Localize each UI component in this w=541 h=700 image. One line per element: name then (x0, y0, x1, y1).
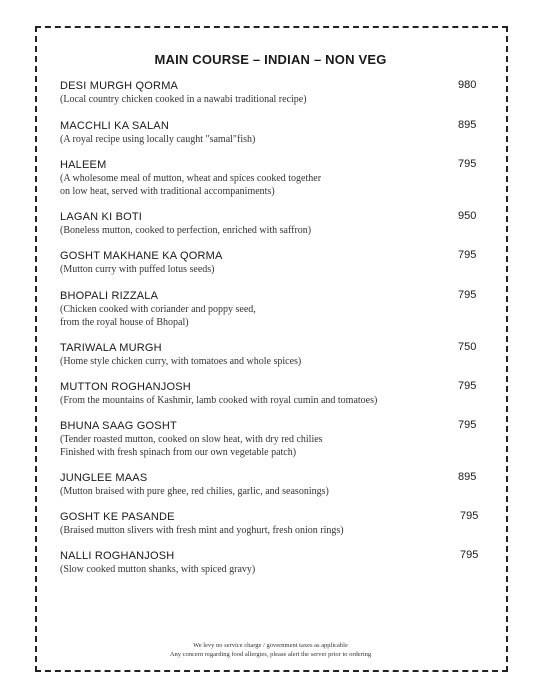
menu-item (60, 158, 480, 198)
menu-item (60, 210, 480, 237)
menu-item-name: MACCHLI KA SALAN (60, 120, 169, 132)
menu-item (60, 510, 480, 537)
menu-title: MAIN COURSE – INDIAN – NON VEG (154, 52, 387, 67)
menu-item-description: (A wholesome meal of mutton, wheat and spices cooked together on low heat, served with traditional accompaniments) (60, 173, 322, 197)
menu-item-name: BHUNA SAAG GOSHT (60, 420, 177, 432)
menu-item-name: TARIWALA MURGH (60, 342, 162, 354)
menu-item-description: (A royal recipe using locally caught "samal"fish) (60, 134, 256, 145)
menu-item-description: (Tender roasted mutton, cooked on slow heat, with dry red chilies Finished with fresh spinach from our own vegetable patch) (60, 434, 323, 458)
menu-item (60, 79, 480, 106)
menu-item-description: (Local country chicken cooked in a nawabi traditional recipe) (60, 94, 307, 105)
menu-item-price: 980 (458, 79, 477, 91)
menu-item-price: 795 (458, 289, 477, 301)
menu-item (60, 471, 480, 498)
menu-item-price: 895 (458, 119, 477, 131)
menu-item (60, 119, 480, 146)
menu-item-price: 895 (458, 471, 477, 483)
menu-item-description: (Braised mutton slivers with fresh mint and yoghurt, fresh onion rings) (60, 525, 344, 536)
menu-item-price: 750 (458, 341, 477, 353)
menu-item-description: (Slow cooked mutton shanks, with spiced gravy) (60, 564, 256, 575)
menu-item-price: 795 (458, 419, 477, 431)
menu-item-description: (From the mountains of Kashmir, lamb cooked with royal cumin and tomatoes) (60, 395, 378, 406)
menu-item-name: BHOPALI RIZZALA (60, 290, 159, 302)
menu-item (60, 549, 480, 576)
menu-item-price: 950 (458, 210, 477, 222)
menu-item (60, 289, 480, 329)
menu-item (60, 419, 480, 459)
menu-item-price: 795 (458, 249, 477, 261)
menu-item (60, 380, 480, 407)
footer-note-allergy: Any concern regarding food allergies, please alert the server prior to ordering (169, 651, 372, 658)
menu-item-description: (Mutton curry with puffed lotus seeds) (60, 264, 215, 275)
menu-item-name: JUNGLEE MAAS (60, 472, 148, 484)
menu-item-description: (Chicken cooked with coriander and poppy seed, from the royal house of Bhopal) (60, 304, 256, 328)
menu-item-description: (Boneless mutton, cooked to perfection, enriched with saffron) (60, 225, 312, 236)
menu-item (60, 341, 480, 368)
menu-item-description: (Home style chicken curry, with tomatoes and whole spices) (60, 356, 302, 367)
menu-item-price: 795 (460, 549, 479, 561)
menu-item (60, 249, 480, 276)
menu-item-name: MUTTON ROGHANJOSH (60, 381, 191, 393)
footer-note-tax: We levy no service charge / government taxes as applicable (193, 642, 348, 649)
menu-item-name: HALEEM (60, 159, 107, 171)
menu-item-price: 795 (460, 510, 479, 522)
menu-item-price: 795 (458, 158, 477, 170)
menu-item-name: GOSHT KE PASANDE (60, 511, 175, 523)
menu-item-description: (Mutton braised with pure ghee, red chilies, garlic, and seasonings) (60, 486, 329, 497)
menu-item-price: 795 (458, 380, 477, 392)
menu-item-name: NALLI ROGHANJOSH (60, 550, 175, 562)
menu-item-name: GOSHT MAKHANE KA QORMA (60, 250, 223, 262)
menu-item-name: LAGAN KI BOTI (60, 211, 143, 223)
menu-item-name: DESI MURGH QORMA (60, 80, 179, 92)
